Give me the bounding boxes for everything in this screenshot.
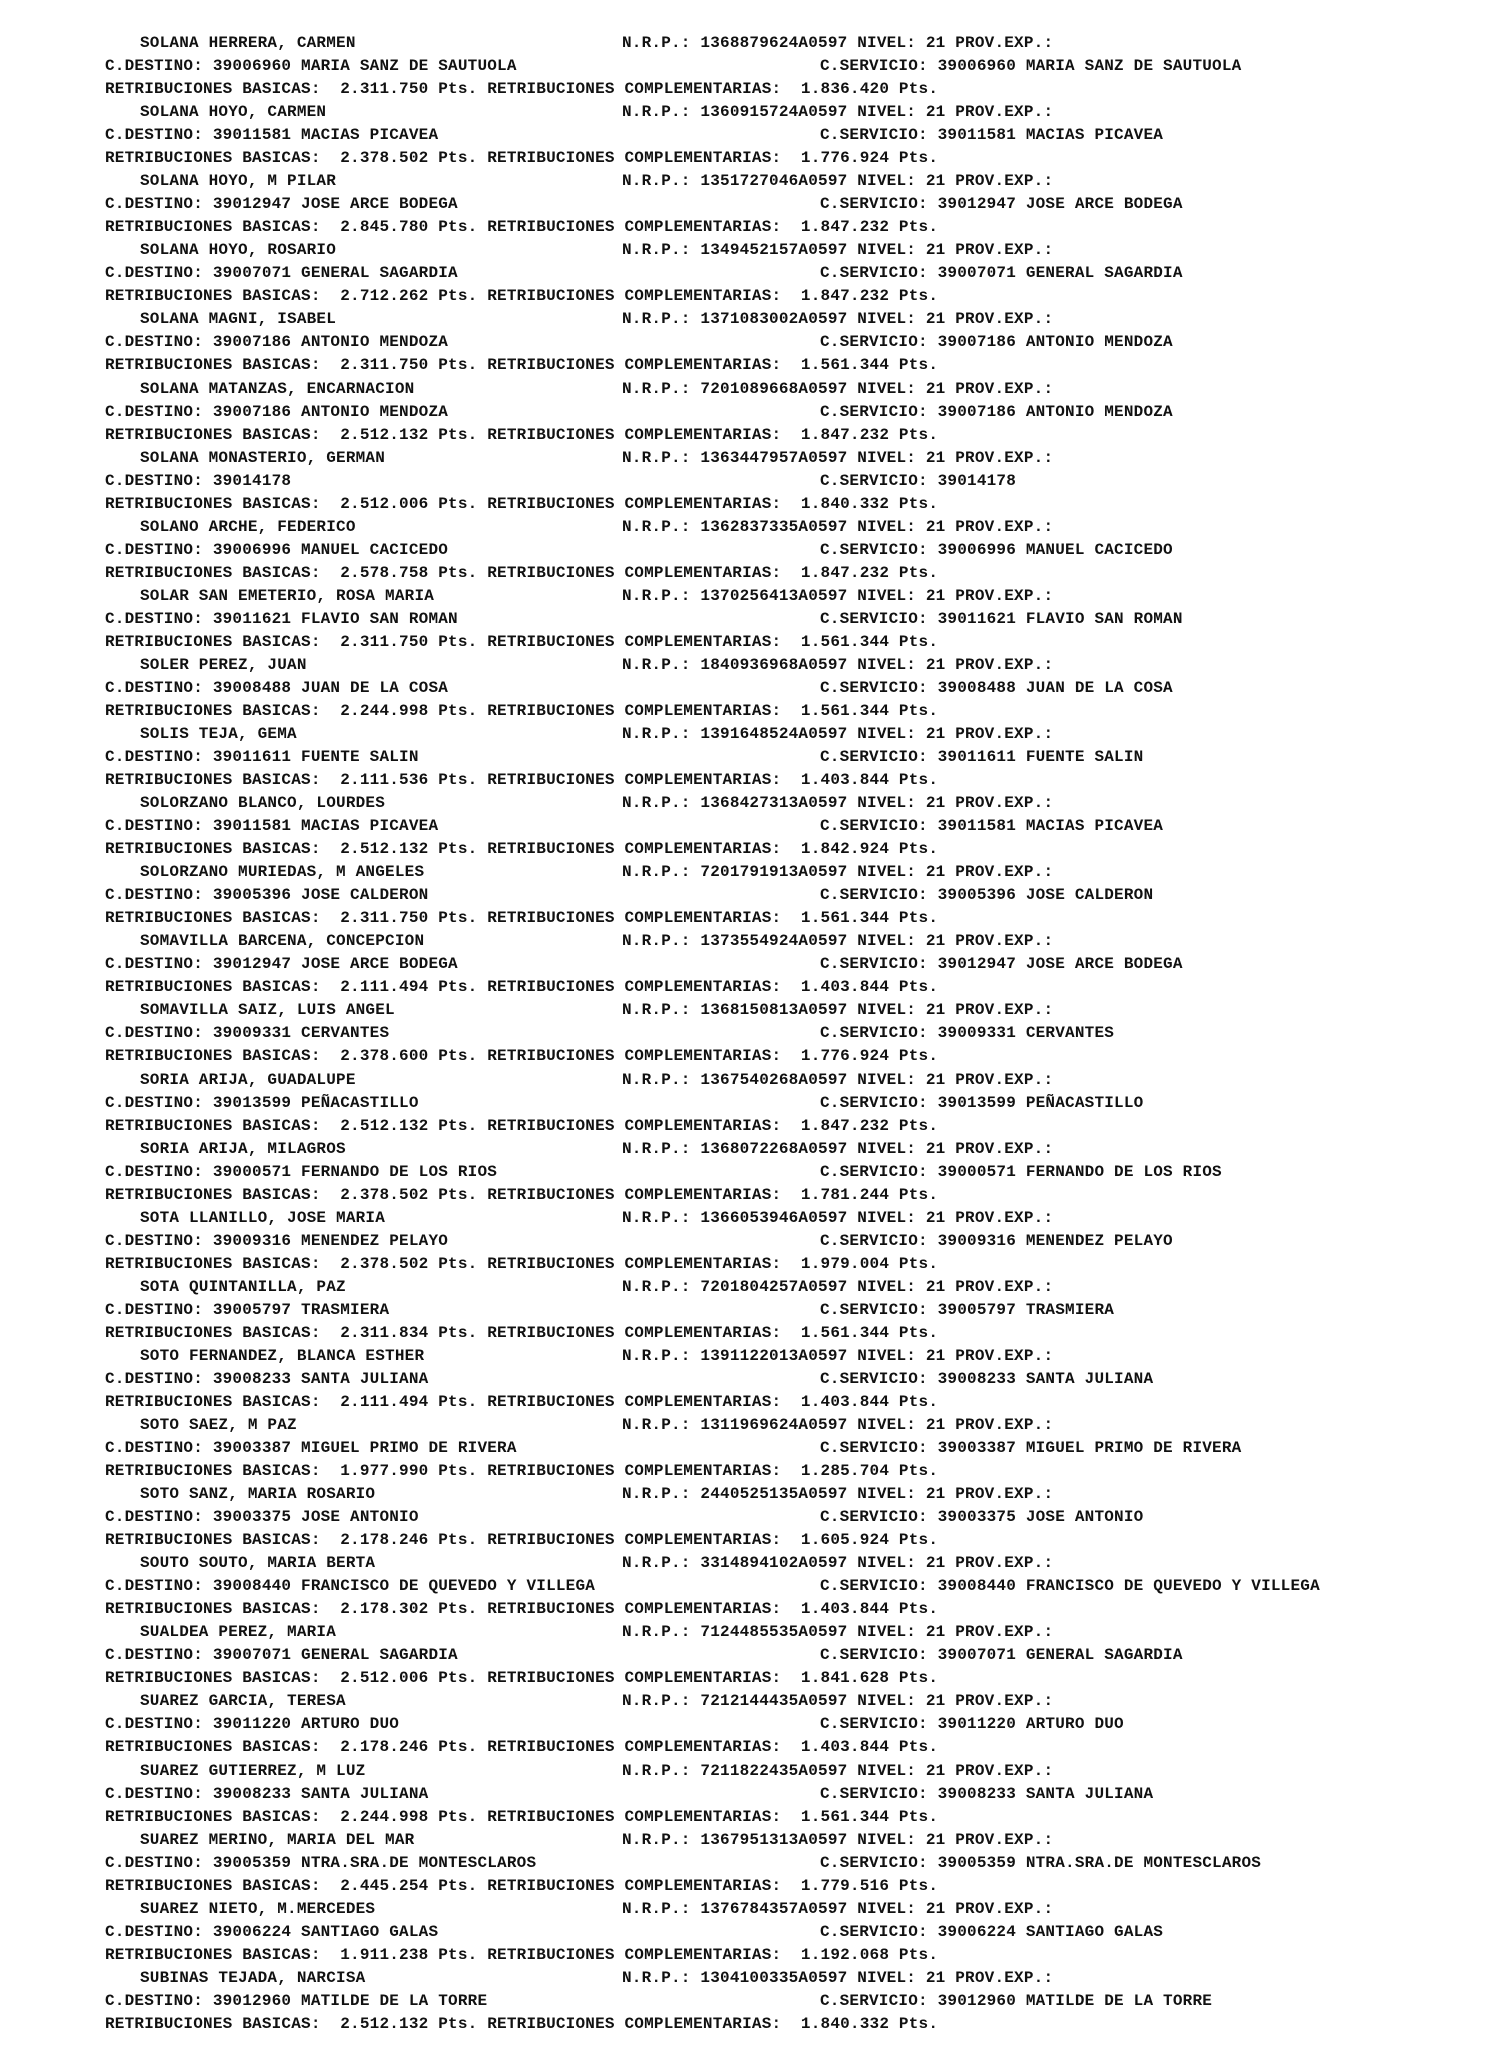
destination-line: C.DESTINO: 39005396 JOSE CALDERON — [105, 886, 429, 905]
destination-line: C.DESTINO: 39003375 JOSE ANTONIO — [105, 1508, 419, 1527]
service-line: C.SERVICIO: 39012947 JOSE ARCE BODEGA — [820, 955, 1183, 974]
staff-name: SOMAVILLA SAIZ, LUIS ANGEL — [140, 1001, 395, 1020]
staff-entry — [0, 309, 1504, 378]
destination-line: C.DESTINO: 39011581 MACIAS PICAVEA — [105, 817, 439, 836]
staff-entry — [0, 1691, 1504, 1760]
staff-name: SOTO SANZ, MARIA ROSARIO — [140, 1485, 376, 1504]
staff-name: SUAREZ MERINO, MARIA DEL MAR — [140, 1830, 415, 1849]
staff-name: SOLAR SAN EMETERIO, ROSA MARIA — [140, 586, 435, 605]
registration-line: N.R.P.: 2440525135A0597 NIVEL: 21 PROV.EXP.: — [622, 1485, 1054, 1504]
service-line: C.SERVICIO: 39008233 SANTA JULIANA — [820, 1369, 1154, 1388]
remuneration-line: RETRIBUCIONES BASICAS: 2.712.262 Pts. RETRIBUCIONES COMPLEMENTARIAS: 1.847.232 Pts. — [105, 287, 939, 306]
registration-line: N.R.P.: 7201791913A0597 NIVEL: 21 PROV.EXP.: — [622, 863, 1054, 882]
service-line: C.SERVICIO: 39005359 NTRA.SRA.DE MONTESCLAROS — [820, 1853, 1262, 1872]
registration-line: N.R.P.: 1370256413A0597 NIVEL: 21 PROV.EXP.: — [622, 586, 1054, 605]
remuneration-line: RETRIBUCIONES BASICAS: 2.845.780 Pts. RETRIBUCIONES COMPLEMENTARIAS: 1.847.232 Pts. — [105, 218, 939, 237]
staff-name: SOLER PEREZ, JUAN — [140, 655, 307, 674]
destination-line: C.DESTINO: 39011581 MACIAS PICAVEA — [105, 126, 439, 145]
staff-name: SOTO SAEZ, M PAZ — [140, 1416, 297, 1434]
registration-line: N.R.P.: 7201089668A0597 NIVEL: 21 PROV.EXP.: — [622, 379, 1054, 398]
registration-line: N.R.P.: 7201804257A0597 NIVEL: 21 PROV.EXP.: — [622, 1277, 1054, 1296]
service-line: C.SERVICIO: 39006960 MARIA SANZ DE SAUTUOLA — [820, 57, 1242, 75]
registration-line: N.R.P.: 1367951313A0597 NIVEL: 21 PROV.EXP.: — [622, 1830, 1054, 1849]
destination-line: C.DESTINO: 39012947 JOSE ARCE BODEGA — [105, 195, 458, 214]
registration-line: N.R.P.: 1373554924A0597 NIVEL: 21 PROV.EXP.: — [622, 932, 1054, 951]
registration-line: N.R.P.: 1349452157A0597 NIVEL: 21 PROV.EXP.: — [622, 241, 1054, 260]
staff-name: SOLANA HERRERA, CARMEN — [140, 34, 356, 52]
staff-entry — [0, 240, 1504, 309]
staff-name: SOTO FERNANDEZ, BLANCA ESTHER — [140, 1346, 425, 1365]
service-line: C.SERVICIO: 39012960 MATILDE DE LA TORRE — [820, 1991, 1213, 2010]
remuneration-line: RETRIBUCIONES BASICAS: 2.178.246 Pts. RETRIBUCIONES COMPLEMENTARIAS: 1.605.924 Pts. — [105, 1531, 939, 1550]
destination-line: C.DESTINO: 39006996 MANUEL CACICEDO — [105, 540, 449, 559]
destination-line: C.DESTINO: 39007186 ANTONIO MENDOZA — [105, 402, 449, 421]
remuneration-line: RETRIBUCIONES BASICAS: 2.178.302 Pts. RETRIBUCIONES COMPLEMENTARIAS: 1.403.844 Pts. — [105, 1600, 939, 1619]
staff-entry — [0, 1899, 1504, 1968]
registration-line: N.R.P.: 3314894102A0597 NIVEL: 21 PROV.EXP.: — [622, 1554, 1054, 1573]
destination-line: C.DESTINO: 39009331 CERVANTES — [105, 1024, 390, 1043]
registration-line: N.R.P.: 1367540268A0597 NIVEL: 21 PROV.EXP.: — [622, 1070, 1054, 1089]
service-line: C.SERVICIO: 39006224 SANTIAGO GALAS — [820, 1922, 1164, 1941]
service-line: C.SERVICIO: 39000571 FERNANDO DE LOS RIOS — [820, 1162, 1222, 1181]
remuneration-line: RETRIBUCIONES BASICAS: 2.512.132 Pts. RETRIBUCIONES COMPLEMENTARIAS: 1.840.332 Pts. — [105, 2014, 939, 2033]
remuneration-line: RETRIBUCIONES BASICAS: 2.311.834 Pts. RETRIBUCIONES COMPLEMENTARIAS: 1.561.344 Pts. — [105, 1323, 939, 1342]
service-line: C.SERVICIO: 39008440 FRANCISCO DE QUEVEDO Y VILLEGA — [820, 1577, 1320, 1596]
destination-line: C.DESTINO: 39014178 — [105, 471, 292, 490]
destination-line: C.DESTINO: 39005359 NTRA.SRA.DE MONTESCLAROS — [105, 1853, 537, 1872]
remuneration-line: RETRIBUCIONES BASICAS: 2.512.132 Pts. RETRIBUCIONES COMPLEMENTARIAS: 1.847.232 Pts. — [105, 1116, 939, 1135]
service-line: C.SERVICIO: 39009316 MENENDEZ PELAYO — [820, 1231, 1173, 1250]
service-line: C.SERVICIO: 39012947 JOSE ARCE BODEGA — [820, 195, 1183, 214]
staff-name: SOLIS TEJA, GEMA — [140, 725, 297, 743]
destination-line: C.DESTINO: 39006960 MARIA SANZ DE SAUTUOLA — [105, 57, 517, 75]
service-line: C.SERVICIO: 39011621 FLAVIO SAN ROMAN — [820, 609, 1183, 628]
service-line: C.SERVICIO: 39007186 ANTONIO MENDOZA — [820, 402, 1173, 421]
staff-name: SUBINAS TEJADA, NARCISA — [140, 1968, 366, 1987]
registration-line: N.R.P.: 7212144435A0597 NIVEL: 21 PROV.EXP.: — [622, 1692, 1054, 1711]
staff-name: SORIA ARIJA, GUADALUPE — [140, 1070, 356, 1089]
registration-line: N.R.P.: 1368879624A0597 NIVEL: 21 PROV.EXP.: — [622, 34, 1054, 52]
service-line: C.SERVICIO: 39007071 GENERAL SAGARDIA — [820, 1646, 1183, 1665]
destination-line: C.DESTINO: 39009316 MENENDEZ PELAYO — [105, 1231, 449, 1250]
remuneration-line: RETRIBUCIONES BASICAS: 2.244.998 Pts. RETRIBUCIONES COMPLEMENTARIAS: 1.561.344 Pts. — [105, 701, 939, 720]
destination-line: C.DESTINO: 39008440 FRANCISCO DE QUEVEDO Y VILLEGA — [105, 1577, 596, 1596]
staff-entry — [0, 655, 1504, 724]
service-line: C.SERVICIO: 39005797 TRASMIERA — [820, 1300, 1115, 1319]
service-line: C.SERVICIO: 39013599 PEÑACASTILLO — [820, 1093, 1144, 1112]
destination-line: C.DESTINO: 39011220 ARTURO DUO — [105, 1715, 400, 1734]
remuneration-line: RETRIBUCIONES BASICAS: 2.378.502 Pts. RETRIBUCIONES COMPLEMENTARIAS: 1.776.924 Pts. — [105, 149, 939, 168]
registration-line: N.R.P.: 1368150813A0597 NIVEL: 21 PROV.EXP.: — [622, 1001, 1054, 1020]
staff-entry — [0, 1000, 1504, 1069]
remuneration-line: RETRIBUCIONES BASICAS: 1.977.990 Pts. RETRIBUCIONES COMPLEMENTARIAS: 1.285.704 Pts. — [105, 1462, 939, 1480]
staff-name: SOLANA MATANZAS, ENCARNACION — [140, 379, 415, 398]
registration-line: N.R.P.: 1376784357A0597 NIVEL: 21 PROV.EXP.: — [622, 1899, 1054, 1918]
staff-entry — [0, 517, 1504, 586]
remuneration-line: RETRIBUCIONES BASICAS: 2.512.006 Pts. RETRIBUCIONES COMPLEMENTARIAS: 1.841.628 Pts. — [105, 1669, 939, 1688]
destination-line: C.DESTINO: 39012960 MATILDE DE LA TORRE — [105, 1991, 488, 2010]
remuneration-line: RETRIBUCIONES BASICAS: 2.111.494 Pts. RETRIBUCIONES COMPLEMENTARIAS: 1.403.844 Pts. — [105, 1392, 939, 1411]
staff-name: SOMAVILLA BARCENA, CONCEPCION — [140, 932, 425, 951]
staff-name: SOLANA HOYO, M PILAR — [140, 172, 337, 191]
staff-entry — [0, 724, 1504, 793]
staff-entry — [0, 931, 1504, 1000]
service-line: C.SERVICIO: 39003375 JOSE ANTONIO — [820, 1508, 1144, 1527]
service-line: C.SERVICIO: 39007186 ANTONIO MENDOZA — [820, 333, 1173, 352]
remuneration-line: RETRIBUCIONES BASICAS: 2.512.132 Pts. RETRIBUCIONES COMPLEMENTARIAS: 1.842.924 Pts. — [105, 840, 939, 859]
service-line: C.SERVICIO: 39011220 ARTURO DUO — [820, 1715, 1124, 1734]
remuneration-line: RETRIBUCIONES BASICAS: 2.512.006 Pts. RETRIBUCIONES COMPLEMENTARIAS: 1.840.332 Pts. — [105, 494, 939, 513]
staff-entry — [0, 1139, 1504, 1208]
destination-line: C.DESTINO: 39007071 GENERAL SAGARDIA — [105, 1646, 458, 1665]
remuneration-line: RETRIBUCIONES BASICAS: 2.311.750 Pts. RETRIBUCIONES COMPLEMENTARIAS: 1.561.344 Pts. — [105, 632, 939, 651]
staff-entry — [0, 171, 1504, 240]
remuneration-line: RETRIBUCIONES BASICAS: 2.178.246 Pts. RETRIBUCIONES COMPLEMENTARIAS: 1.403.844 Pts. — [105, 1738, 939, 1757]
staff-entry — [0, 793, 1504, 862]
service-line: C.SERVICIO: 39008488 JUAN DE LA COSA — [820, 678, 1173, 697]
registration-line: N.R.P.: 1351727046A0597 NIVEL: 21 PROV.EXP.: — [622, 172, 1054, 191]
destination-line: C.DESTINO: 39013599 PEÑACASTILLO — [105, 1093, 419, 1112]
staff-entry — [0, 1346, 1504, 1415]
staff-name: SOLANA MAGNI, ISABEL — [140, 310, 337, 329]
registration-line: N.R.P.: 7124485535A0597 NIVEL: 21 PROV.EXP.: — [622, 1623, 1054, 1642]
staff-name: SOTA LLANILLO, JOSE MARIA — [140, 1208, 386, 1227]
registration-line: N.R.P.: 1363447957A0597 NIVEL: 21 PROV.EXP.: — [622, 448, 1054, 467]
destination-line: C.DESTINO: 39006224 SANTIAGO GALAS — [105, 1922, 439, 1941]
staff-entry — [0, 1484, 1504, 1553]
registration-line: N.R.P.: 1311969624A0597 NIVEL: 21 PROV.EXP.: — [622, 1416, 1054, 1434]
remuneration-line: RETRIBUCIONES BASICAS: 2.578.758 Pts. RETRIBUCIONES COMPLEMENTARIAS: 1.847.232 Pts. — [105, 563, 939, 582]
staff-name: SUAREZ GARCIA, TERESA — [140, 1692, 346, 1711]
staff-entry — [0, 1830, 1504, 1899]
staff-name: SOUTO SOUTO, MARIA BERTA — [140, 1554, 376, 1573]
remuneration-line: RETRIBUCIONES BASICAS: 2.244.998 Pts. RETRIBUCIONES COMPLEMENTARIAS: 1.561.344 Pts. — [105, 1807, 939, 1826]
registration-line: N.R.P.: 1360915724A0597 NIVEL: 21 PROV.EXP.: — [622, 103, 1054, 122]
service-line: C.SERVICIO: 39014178 — [820, 471, 1017, 490]
service-line: C.SERVICIO: 39006996 MANUEL CACICEDO — [820, 540, 1173, 559]
staff-entry — [0, 1622, 1504, 1691]
destination-line: C.DESTINO: 39005797 TRASMIERA — [105, 1300, 390, 1319]
destination-line: C.DESTINO: 39008488 JUAN DE LA COSA — [105, 678, 449, 697]
staff-entry — [0, 586, 1504, 655]
registration-line: N.R.P.: 1362837335A0597 NIVEL: 21 PROV.EXP.: — [622, 517, 1054, 536]
service-line: C.SERVICIO: 39003387 MIGUEL PRIMO DE RIVERA — [820, 1439, 1242, 1457]
destination-line: C.DESTINO: 39007186 ANTONIO MENDOZA — [105, 333, 449, 352]
destination-line: C.DESTINO: 39011621 FLAVIO SAN ROMAN — [105, 609, 458, 628]
staff-entry — [0, 33, 1504, 102]
staff-entry — [0, 1070, 1504, 1139]
staff-name: SUAREZ GUTIERREZ, M LUZ — [140, 1761, 366, 1780]
staff-name: SOLANA MONASTERIO, GERMAN — [140, 448, 386, 467]
remuneration-line: RETRIBUCIONES BASICAS: 2.111.494 Pts. RETRIBUCIONES COMPLEMENTARIAS: 1.403.844 Pts. — [105, 978, 939, 997]
registration-line: N.R.P.: 1840936968A0597 NIVEL: 21 PROV.EXP.: — [622, 655, 1054, 674]
destination-line: C.DESTINO: 39003387 MIGUEL PRIMO DE RIVERA — [105, 1439, 517, 1457]
remuneration-line: RETRIBUCIONES BASICAS: 2.378.502 Pts. RETRIBUCIONES COMPLEMENTARIAS: 1.781.244 Pts. — [105, 1185, 939, 1204]
service-line: C.SERVICIO: 39005396 JOSE CALDERON — [820, 886, 1154, 905]
registration-line: N.R.P.: 1368072268A0597 NIVEL: 21 PROV.EXP.: — [622, 1139, 1054, 1158]
remuneration-line: RETRIBUCIONES BASICAS: 2.512.132 Pts. RETRIBUCIONES COMPLEMENTARIAS: 1.847.232 Pts. — [105, 425, 939, 444]
registration-line: N.R.P.: 7211822435A0597 NIVEL: 21 PROV.EXP.: — [622, 1761, 1054, 1780]
registration-line: N.R.P.: 1391648524A0597 NIVEL: 21 PROV.EXP.: — [622, 725, 1054, 743]
remuneration-line: RETRIBUCIONES BASICAS: 1.911.238 Pts. RETRIBUCIONES COMPLEMENTARIAS: 1.192.068 Pts. — [105, 1945, 939, 1964]
registration-line: N.R.P.: 1371083002A0597 NIVEL: 21 PROV.EXP.: — [622, 310, 1054, 329]
destination-line: C.DESTINO: 39012947 JOSE ARCE BODEGA — [105, 955, 458, 974]
staff-entry — [0, 448, 1504, 517]
destination-line: C.DESTINO: 39008233 SANTA JULIANA — [105, 1784, 429, 1803]
service-line: C.SERVICIO: 39011581 MACIAS PICAVEA — [820, 817, 1164, 836]
staff-name: SORIA ARIJA, MILAGROS — [140, 1139, 346, 1158]
staff-entry — [0, 1968, 1504, 2037]
destination-line: C.DESTINO: 39008233 SANTA JULIANA — [105, 1369, 429, 1388]
registration-line: N.R.P.: 1366053946A0597 NIVEL: 21 PROV.EXP.: — [622, 1208, 1054, 1227]
staff-entry — [0, 1208, 1504, 1277]
service-line: C.SERVICIO: 39011581 MACIAS PICAVEA — [820, 126, 1164, 145]
remuneration-line: RETRIBUCIONES BASICAS: 2.445.254 Pts. RETRIBUCIONES COMPLEMENTARIAS: 1.779.516 Pts. — [105, 1876, 939, 1895]
staff-entry — [0, 1277, 1504, 1346]
staff-entry — [0, 1761, 1504, 1830]
staff-entry — [0, 862, 1504, 931]
registration-line: N.R.P.: 1368427313A0597 NIVEL: 21 PROV.EXP.: — [622, 794, 1054, 813]
remuneration-line: RETRIBUCIONES BASICAS: 2.378.502 Pts. RETRIBUCIONES COMPLEMENTARIAS: 1.979.004 Pts. — [105, 1254, 939, 1273]
staff-entry — [0, 379, 1504, 448]
staff-name: SUAREZ NIETO, M.MERCEDES — [140, 1899, 376, 1918]
staff-name: SOLANA HOYO, ROSARIO — [140, 241, 337, 260]
staff-entry — [0, 102, 1504, 171]
remuneration-line: RETRIBUCIONES BASICAS: 2.311.750 Pts. RETRIBUCIONES COMPLEMENTARIAS: 1.561.344 Pts. — [105, 356, 939, 375]
service-line: C.SERVICIO: 39011611 FUENTE SALIN — [820, 748, 1144, 766]
staff-name: SOLANA HOYO, CARMEN — [140, 103, 327, 122]
destination-line: C.DESTINO: 39007071 GENERAL SAGARDIA — [105, 264, 458, 283]
remuneration-line: RETRIBUCIONES BASICAS: 2.311.750 Pts. RETRIBUCIONES COMPLEMENTARIAS: 1.561.344 Pts. — [105, 909, 939, 928]
destination-line: C.DESTINO: 39000571 FERNANDO DE LOS RIOS — [105, 1162, 498, 1181]
staff-name: SOTA QUINTANILLA, PAZ — [140, 1277, 346, 1296]
remuneration-line: RETRIBUCIONES BASICAS: 2.311.750 Pts. RETRIBUCIONES COMPLEMENTARIAS: 1.836.420 Pts. — [105, 80, 939, 98]
staff-name: SUALDEA PEREZ, MARIA — [140, 1623, 337, 1642]
service-line: C.SERVICIO: 39007071 GENERAL SAGARDIA — [820, 264, 1183, 283]
service-line: C.SERVICIO: 39009331 CERVANTES — [820, 1024, 1115, 1043]
staff-name: SOLANO ARCHE, FEDERICO — [140, 517, 356, 536]
staff-entry — [0, 1415, 1504, 1484]
service-line: C.SERVICIO: 39008233 SANTA JULIANA — [820, 1784, 1154, 1803]
remuneration-line: RETRIBUCIONES BASICAS: 2.378.600 Pts. RETRIBUCIONES COMPLEMENTARIAS: 1.776.924 Pts. — [105, 1047, 939, 1066]
destination-line: C.DESTINO: 39011611 FUENTE SALIN — [105, 748, 419, 766]
registration-line: N.R.P.: 1304100335A0597 NIVEL: 21 PROV.EXP.: — [622, 1968, 1054, 1987]
staff-name: SOLORZANO MURIEDAS, M ANGELES — [140, 863, 425, 882]
staff-name: SOLORZANO BLANCO, LOURDES — [140, 794, 386, 813]
registration-line: N.R.P.: 1391122013A0597 NIVEL: 21 PROV.EXP.: — [622, 1346, 1054, 1365]
remuneration-line: RETRIBUCIONES BASICAS: 2.111.536 Pts. RETRIBUCIONES COMPLEMENTARIAS: 1.403.844 Pts. — [105, 771, 939, 789]
staff-entry — [0, 1553, 1504, 1622]
